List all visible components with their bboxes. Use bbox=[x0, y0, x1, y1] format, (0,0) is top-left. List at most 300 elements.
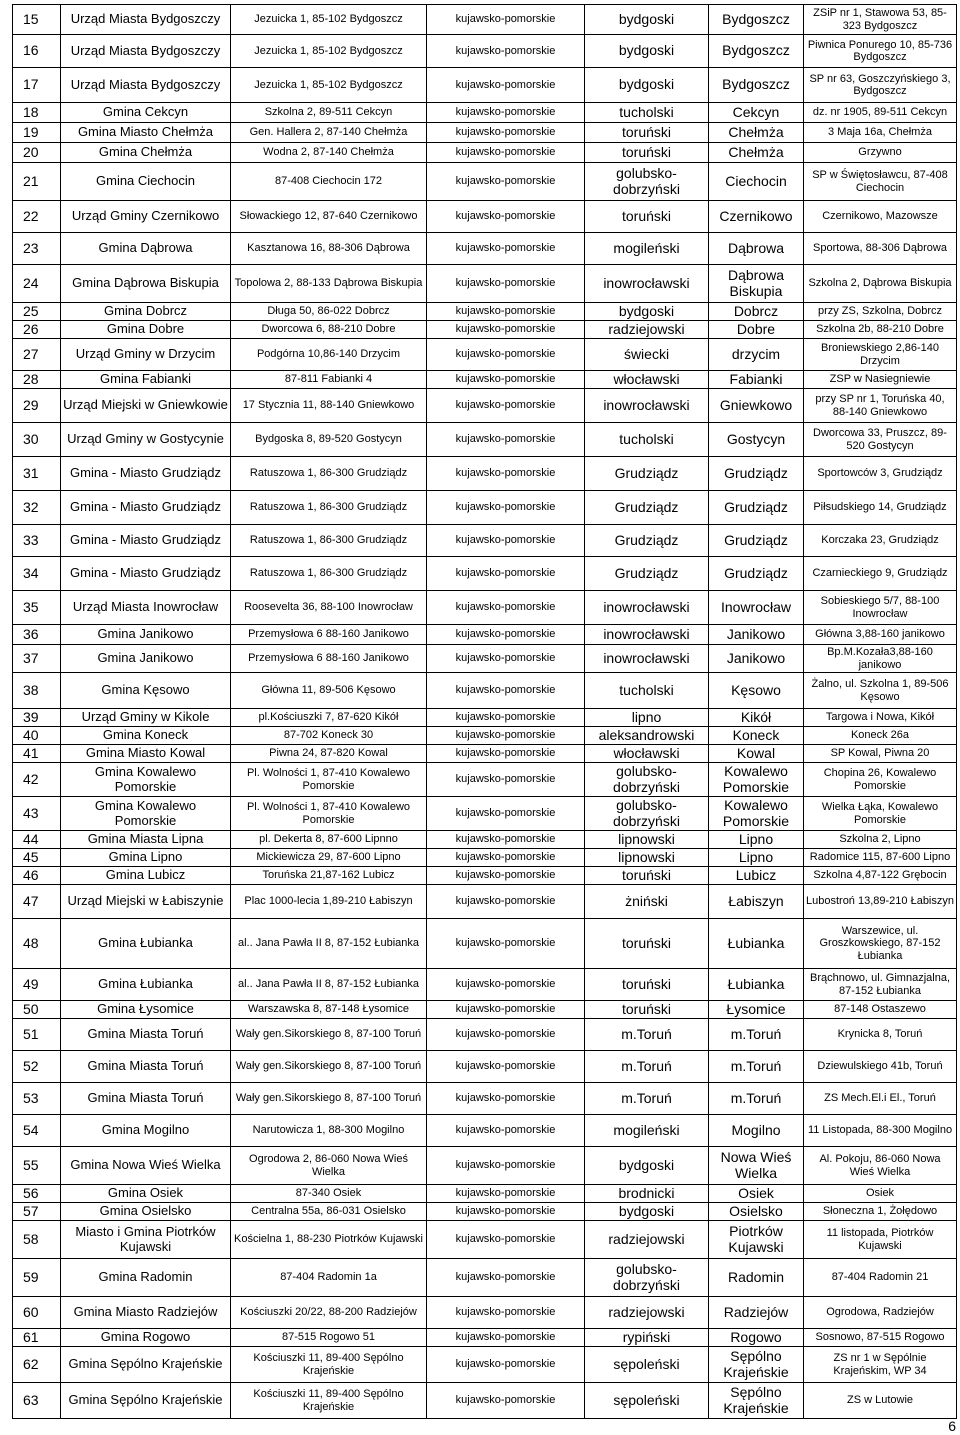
voivodeship-cell: kujawsko-pomorskie bbox=[427, 645, 585, 673]
row-number-cell: 52 bbox=[13, 1051, 61, 1083]
locality-cell: Chełmża bbox=[709, 143, 804, 163]
row-number-cell: 58 bbox=[13, 1221, 61, 1259]
county-cell: bydgoski bbox=[585, 1147, 709, 1185]
municipality-name-cell: Gmina Miasta Toruń bbox=[61, 1019, 231, 1051]
office-address-cell: 87-408 Ciechocin 172 bbox=[231, 163, 427, 201]
site-location-cell: Broniewskiego 2,86-140 Drzycim bbox=[804, 339, 957, 371]
table-row bbox=[13, 525, 957, 557]
site-location-cell: przy ZS, Szkolna, Dobrcz bbox=[804, 303, 957, 321]
municipality-name-cell: Gmina Sępólno Krajeńskie bbox=[61, 1383, 231, 1419]
table-row bbox=[13, 919, 957, 969]
voivodeship-cell: kujawsko-pomorskie bbox=[427, 1051, 585, 1083]
row-number-cell: 16 bbox=[13, 35, 61, 68]
county-cell: mogileński bbox=[585, 233, 709, 265]
voivodeship-cell: kujawsko-pomorskie bbox=[427, 68, 585, 103]
site-location-cell: Ogrodowa, Radziejów bbox=[804, 1297, 957, 1329]
locality-cell: Grudziądz bbox=[709, 557, 804, 591]
table-row bbox=[13, 557, 957, 591]
county-cell: m.Toruń bbox=[585, 1051, 709, 1083]
voivodeship-cell: kujawsko-pomorskie bbox=[427, 1019, 585, 1051]
site-location-cell: Żalno, ul. Szkolna 1, 89-506 Kęsowo bbox=[804, 673, 957, 709]
voivodeship-cell: kujawsko-pomorskie bbox=[427, 123, 585, 143]
locality-cell: Rogowo bbox=[709, 1329, 804, 1347]
row-number-cell: 62 bbox=[13, 1347, 61, 1383]
office-address-cell: Kościuszki 11, 89-400 Sępólno Krajeńskie bbox=[231, 1383, 427, 1419]
locality-cell: Lubicz bbox=[709, 867, 804, 885]
row-number-cell: 24 bbox=[13, 265, 61, 303]
office-address-cell: Roosevelta 36, 88-100 Inowrocław bbox=[231, 591, 427, 625]
office-address-cell: Ratuszowa 1, 86-300 Grudziądz bbox=[231, 457, 427, 491]
row-number-cell: 18 bbox=[13, 103, 61, 123]
locality-cell: m.Toruń bbox=[709, 1083, 804, 1115]
municipality-name-cell: Gmina Lipno bbox=[61, 849, 231, 867]
county-cell: m.Toruń bbox=[585, 1019, 709, 1051]
row-number-cell: 63 bbox=[13, 1383, 61, 1419]
site-location-cell: SP w Świętosławcu, 87-408 Ciechocin bbox=[804, 163, 957, 201]
county-cell: Grudziądz bbox=[585, 557, 709, 591]
row-number-cell: 37 bbox=[13, 645, 61, 673]
locality-cell: Grudziądz bbox=[709, 491, 804, 525]
row-number-cell: 35 bbox=[13, 591, 61, 625]
voivodeship-cell: kujawsko-pomorskie bbox=[427, 201, 585, 233]
county-cell: bydgoski bbox=[585, 68, 709, 103]
site-location-cell: SP nr 63, Goszczyńskiego 3, Bydgoszcz bbox=[804, 68, 957, 103]
voivodeship-cell: kujawsko-pomorskie bbox=[427, 1383, 585, 1419]
row-number-cell: 23 bbox=[13, 233, 61, 265]
office-address-cell: Pl. Wolności 1, 87-410 Kowalewo Pomorskie bbox=[231, 763, 427, 797]
office-address-cell: Podgórna 10,86-140 Drzycim bbox=[231, 339, 427, 371]
office-address-cell: Ratuszowa 1, 86-300 Grudziądz bbox=[231, 491, 427, 525]
office-address-cell: Kasztanowa 16, 88-306 Dąbrowa bbox=[231, 233, 427, 265]
table-row bbox=[13, 68, 957, 103]
table-row bbox=[13, 321, 957, 339]
table-row bbox=[13, 673, 957, 709]
municipality-name-cell: Gmina Janikowo bbox=[61, 645, 231, 673]
office-address-cell: Bydgoska 8, 89-520 Gostycyn bbox=[231, 423, 427, 457]
municipality-name-cell: Urząd Miasta Bydgoszczy bbox=[61, 35, 231, 68]
county-cell: sępoleński bbox=[585, 1383, 709, 1419]
site-location-cell: 11 Listopada, 88-300 Mogilno bbox=[804, 1115, 957, 1147]
municipality-name-cell: Gmina Dobre bbox=[61, 321, 231, 339]
site-location-cell: przy SP nr 1, Toruńska 40, 88-140 Gniewkowo bbox=[804, 389, 957, 423]
locality-cell: Kowalewo Pomorskie bbox=[709, 763, 804, 797]
office-address-cell: Wały gen.Sikorskiego 8, 87-100 Toruń bbox=[231, 1051, 427, 1083]
table-row bbox=[13, 163, 957, 201]
row-number-cell: 48 bbox=[13, 919, 61, 969]
office-address-cell: 87-340 Osiek bbox=[231, 1185, 427, 1203]
site-location-cell: Al. Pokoju, 86-060 Nowa Wieś Wielka bbox=[804, 1147, 957, 1185]
voivodeship-cell: kujawsko-pomorskie bbox=[427, 371, 585, 389]
municipality-name-cell: Urząd Miasta Inowrocław bbox=[61, 591, 231, 625]
site-location-cell: Wielka Łąka, Kowalewo Pomorskie bbox=[804, 797, 957, 831]
row-number-cell: 20 bbox=[13, 143, 61, 163]
row-number-cell: 31 bbox=[13, 457, 61, 491]
municipality-name-cell: Urząd Gminy w Gostycynie bbox=[61, 423, 231, 457]
municipality-name-cell: Urząd Miasta Bydgoszczy bbox=[61, 68, 231, 103]
site-location-cell: Czarnieckiego 9, Grudziądz bbox=[804, 557, 957, 591]
voivodeship-cell: kujawsko-pomorskie bbox=[427, 233, 585, 265]
office-address-cell: Ratuszowa 1, 86-300 Grudziądz bbox=[231, 525, 427, 557]
locality-cell: Inowrocław bbox=[709, 591, 804, 625]
municipality-name-cell: Gmina Miasto Chełmża bbox=[61, 123, 231, 143]
voivodeship-cell: kujawsko-pomorskie bbox=[427, 591, 585, 625]
municipality-name-cell: Urząd Miejski w Gniewkowie bbox=[61, 389, 231, 423]
site-location-cell: Brąchnowo, ul. Gimnazjalna, 87-152 Łubianka bbox=[804, 969, 957, 1001]
table-row bbox=[13, 1297, 957, 1329]
site-location-cell: dz. nr 1905, 89-511 Cekcyn bbox=[804, 103, 957, 123]
municipality-name-cell: Gmina Miasta Lipna bbox=[61, 831, 231, 849]
page-number: 6 bbox=[948, 1418, 956, 1434]
municipality-name-cell: Urząd Miejski w Łabiszynie bbox=[61, 885, 231, 919]
locality-cell: Gniewkowo bbox=[709, 389, 804, 423]
office-address-cell: al.. Jana Pawła II 8, 87-152 Łubianka bbox=[231, 919, 427, 969]
voivodeship-cell: kujawsko-pomorskie bbox=[427, 557, 585, 591]
voivodeship-cell: kujawsko-pomorskie bbox=[427, 1329, 585, 1347]
row-number-cell: 32 bbox=[13, 491, 61, 525]
office-address-cell: Szkolna 2, 89-511 Cekcyn bbox=[231, 103, 427, 123]
municipality-name-cell: Gmina Lubicz bbox=[61, 867, 231, 885]
table-row bbox=[13, 1001, 957, 1019]
municipality-name-cell: Gmina Rogowo bbox=[61, 1329, 231, 1347]
county-cell: inowrocławski bbox=[585, 591, 709, 625]
county-cell: rypiński bbox=[585, 1329, 709, 1347]
municipality-name-cell: Gmina Miasto Kowal bbox=[61, 745, 231, 763]
voivodeship-cell: kujawsko-pomorskie bbox=[427, 1147, 585, 1185]
voivodeship-cell: kujawsko-pomorskie bbox=[427, 491, 585, 525]
row-number-cell: 19 bbox=[13, 123, 61, 143]
locality-cell: Grudziądz bbox=[709, 457, 804, 491]
table-row bbox=[13, 885, 957, 919]
municipality-name-cell: Gmina Cekcyn bbox=[61, 103, 231, 123]
office-address-cell: 17 Stycznia 11, 88-140 Gniewkowo bbox=[231, 389, 427, 423]
office-address-cell: Słowackiego 12, 87-640 Czernikowo bbox=[231, 201, 427, 233]
voivodeship-cell: kujawsko-pomorskie bbox=[427, 1221, 585, 1259]
municipality-name-cell: Gmina Ciechocin bbox=[61, 163, 231, 201]
locality-cell: Cekcyn bbox=[709, 103, 804, 123]
voivodeship-cell: kujawsko-pomorskie bbox=[427, 797, 585, 831]
table-row bbox=[13, 625, 957, 645]
voivodeship-cell: kujawsko-pomorskie bbox=[427, 745, 585, 763]
office-address-cell: Długa 50, 86-022 Dobrcz bbox=[231, 303, 427, 321]
site-location-cell: Warszewice, ul. Groszkowskiego, 87-152 Łubianka bbox=[804, 919, 957, 969]
locality-cell: Janikowo bbox=[709, 645, 804, 673]
locality-cell: Bydgoszcz bbox=[709, 35, 804, 68]
office-address-cell: Dworcowa 6, 88-210 Dobre bbox=[231, 321, 427, 339]
table-row bbox=[13, 1203, 957, 1221]
municipality-name-cell: Gmina - Miasto Grudziądz bbox=[61, 557, 231, 591]
locality-cell: Osielsko bbox=[709, 1203, 804, 1221]
office-address-cell: Przemysłowa 6 88-160 Janikowo bbox=[231, 645, 427, 673]
table-row bbox=[13, 591, 957, 625]
table-row bbox=[13, 727, 957, 745]
locality-cell: Bydgoszcz bbox=[709, 68, 804, 103]
municipality-name-cell: Gmina Dąbrowa bbox=[61, 233, 231, 265]
row-number-cell: 59 bbox=[13, 1259, 61, 1297]
county-cell: tucholski bbox=[585, 103, 709, 123]
locality-cell: Łysomice bbox=[709, 1001, 804, 1019]
voivodeship-cell: kujawsko-pomorskie bbox=[427, 1115, 585, 1147]
county-cell: toruński bbox=[585, 867, 709, 885]
locality-cell: Osiek bbox=[709, 1185, 804, 1203]
locality-cell: Chełmża bbox=[709, 123, 804, 143]
voivodeship-cell: kujawsko-pomorskie bbox=[427, 1083, 585, 1115]
table-body bbox=[13, 5, 957, 1419]
county-cell: lipnowski bbox=[585, 849, 709, 867]
voivodeship-cell: kujawsko-pomorskie bbox=[427, 885, 585, 919]
voivodeship-cell: kujawsko-pomorskie bbox=[427, 1001, 585, 1019]
office-address-cell: Centralna 55a, 86-031 Osielsko bbox=[231, 1203, 427, 1221]
row-number-cell: 55 bbox=[13, 1147, 61, 1185]
county-cell: Grudziądz bbox=[585, 525, 709, 557]
site-location-cell: Koneck 26a bbox=[804, 727, 957, 745]
table-row bbox=[13, 5, 957, 35]
voivodeship-cell: kujawsko-pomorskie bbox=[427, 265, 585, 303]
office-address-cell: pl.Kościuszki 7, 87-620 Kikół bbox=[231, 709, 427, 727]
locality-cell: Czernikowo bbox=[709, 201, 804, 233]
site-location-cell: Targowa i Nowa, Kikół bbox=[804, 709, 957, 727]
locality-cell: Gostycyn bbox=[709, 423, 804, 457]
table-row bbox=[13, 265, 957, 303]
office-address-cell: Jezuicka 1, 85-102 Bydgoszcz bbox=[231, 68, 427, 103]
voivodeship-cell: kujawsko-pomorskie bbox=[427, 673, 585, 709]
row-number-cell: 15 bbox=[13, 5, 61, 35]
site-location-cell: Sosnowo, 87-515 Rogowo bbox=[804, 1329, 957, 1347]
locality-cell: Nowa Wieś Wielka bbox=[709, 1147, 804, 1185]
row-number-cell: 26 bbox=[13, 321, 61, 339]
table-row bbox=[13, 201, 957, 233]
voivodeship-cell: kujawsko-pomorskie bbox=[427, 919, 585, 969]
municipality-name-cell: Urząd Gminy w Drzycim bbox=[61, 339, 231, 371]
row-number-cell: 28 bbox=[13, 371, 61, 389]
office-address-cell: Piwna 24, 87-820 Kowal bbox=[231, 745, 427, 763]
locality-cell: Fabianki bbox=[709, 371, 804, 389]
site-location-cell: Korczaka 23, Grudziądz bbox=[804, 525, 957, 557]
county-cell: bydgoski bbox=[585, 35, 709, 68]
county-cell: żniński bbox=[585, 885, 709, 919]
county-cell: toruński bbox=[585, 969, 709, 1001]
site-location-cell: ZS w Lutowie bbox=[804, 1383, 957, 1419]
municipality-name-cell: Gmina Chełmża bbox=[61, 143, 231, 163]
municipality-name-cell: Gmina Miasta Toruń bbox=[61, 1083, 231, 1115]
table-row bbox=[13, 339, 957, 371]
office-address-cell: pl. Dekerta 8, 87-600 Lipnno bbox=[231, 831, 427, 849]
municipality-name-cell: Gmina Sępólno Krajeńskie bbox=[61, 1347, 231, 1383]
row-number-cell: 45 bbox=[13, 849, 61, 867]
site-location-cell: ZS Mech.El.i El., Toruń bbox=[804, 1083, 957, 1115]
row-number-cell: 21 bbox=[13, 163, 61, 201]
county-cell: toruński bbox=[585, 1001, 709, 1019]
row-number-cell: 38 bbox=[13, 673, 61, 709]
municipality-name-cell: Gmina Miasta Toruń bbox=[61, 1051, 231, 1083]
site-location-cell: ZSiP nr 1, Stawowa 53, 85-323 Bydgoszcz bbox=[804, 5, 957, 35]
row-number-cell: 41 bbox=[13, 745, 61, 763]
office-address-cell: 87-702 Koneck 30 bbox=[231, 727, 427, 745]
office-address-cell: Wały gen.Sikorskiego 8, 87-100 Toruń bbox=[231, 1083, 427, 1115]
row-number-cell: 47 bbox=[13, 885, 61, 919]
row-number-cell: 29 bbox=[13, 389, 61, 423]
office-address-cell: Przemysłowa 6 88-160 Janikowo bbox=[231, 625, 427, 645]
municipality-name-cell: Gmina - Miasto Grudziądz bbox=[61, 525, 231, 557]
office-address-cell: Wały gen.Sikorskiego 8, 87-100 Toruń bbox=[231, 1019, 427, 1051]
county-cell: inowrocławski bbox=[585, 389, 709, 423]
site-location-cell: ZS nr 1 w Sępólnie Krajeńskim, WP 34 bbox=[804, 1347, 957, 1383]
locality-cell: m.Toruń bbox=[709, 1019, 804, 1051]
voivodeship-cell: kujawsko-pomorskie bbox=[427, 763, 585, 797]
municipality-name-cell: Gmina Osielsko bbox=[61, 1203, 231, 1221]
row-number-cell: 44 bbox=[13, 831, 61, 849]
office-address-cell: Kościuszki 20/22, 88-200 Radziejów bbox=[231, 1297, 427, 1329]
municipality-name-cell: Gmina Łubianka bbox=[61, 969, 231, 1001]
table-row bbox=[13, 645, 957, 673]
row-number-cell: 56 bbox=[13, 1185, 61, 1203]
locality-cell: Łubianka bbox=[709, 969, 804, 1001]
site-location-cell: Szkolna 4,87-122 Grębocin bbox=[804, 867, 957, 885]
site-location-cell: Lubostroń 13,89-210 Łabiszyn bbox=[804, 885, 957, 919]
locality-cell: Janikowo bbox=[709, 625, 804, 645]
voivodeship-cell: kujawsko-pomorskie bbox=[427, 1347, 585, 1383]
voivodeship-cell: kujawsko-pomorskie bbox=[427, 339, 585, 371]
office-address-cell: Topolowa 2, 88-133 Dąbrowa Biskupia bbox=[231, 265, 427, 303]
locality-cell: Sępólno Krajeńskie bbox=[709, 1347, 804, 1383]
voivodeship-cell: kujawsko-pomorskie bbox=[427, 525, 585, 557]
row-number-cell: 17 bbox=[13, 68, 61, 103]
voivodeship-cell: kujawsko-pomorskie bbox=[427, 303, 585, 321]
site-location-cell: Osiek bbox=[804, 1185, 957, 1203]
table-row bbox=[13, 35, 957, 68]
office-address-cell: Ogrodowa 2, 86-060 Nowa Wieś Wielka bbox=[231, 1147, 427, 1185]
county-cell: toruński bbox=[585, 123, 709, 143]
voivodeship-cell: kujawsko-pomorskie bbox=[427, 35, 585, 68]
voivodeship-cell: kujawsko-pomorskie bbox=[427, 5, 585, 35]
table-row bbox=[13, 831, 957, 849]
county-cell: lipnowski bbox=[585, 831, 709, 849]
table-row bbox=[13, 143, 957, 163]
voivodeship-cell: kujawsko-pomorskie bbox=[427, 831, 585, 849]
locality-cell: Łubianka bbox=[709, 919, 804, 969]
voivodeship-cell: kujawsko-pomorskie bbox=[427, 1203, 585, 1221]
locality-cell: Łabiszyn bbox=[709, 885, 804, 919]
municipality-name-cell: Gmina - Miasto Grudziądz bbox=[61, 457, 231, 491]
table-row bbox=[13, 371, 957, 389]
row-number-cell: 53 bbox=[13, 1083, 61, 1115]
table-row bbox=[13, 389, 957, 423]
municipality-name-cell: Miasto i Gmina Piotrków Kujawski bbox=[61, 1221, 231, 1259]
site-location-cell: ZSP w Nasiegniewie bbox=[804, 371, 957, 389]
site-location-cell: Chopina 26, Kowalewo Pomorskie bbox=[804, 763, 957, 797]
site-location-cell: Słoneczna 1, Żołędowo bbox=[804, 1203, 957, 1221]
county-cell: aleksandrowski bbox=[585, 727, 709, 745]
row-number-cell: 49 bbox=[13, 969, 61, 1001]
site-location-cell: Główna 3,88-160 janikowo bbox=[804, 625, 957, 645]
table-row bbox=[13, 1221, 957, 1259]
site-location-cell: SP Kowal, Piwna 20 bbox=[804, 745, 957, 763]
row-number-cell: 50 bbox=[13, 1001, 61, 1019]
office-address-cell: 87-811 Fabianki 4 bbox=[231, 371, 427, 389]
county-cell: golubsko-dobrzyński bbox=[585, 763, 709, 797]
table-row bbox=[13, 303, 957, 321]
municipality-name-cell: Gmina Dobrcz bbox=[61, 303, 231, 321]
site-location-cell: Sobieskiego 5/7, 88-100 Inowrocław bbox=[804, 591, 957, 625]
locality-cell: Grudziądz bbox=[709, 525, 804, 557]
municipality-name-cell: Gmina Łysomice bbox=[61, 1001, 231, 1019]
voivodeship-cell: kujawsko-pomorskie bbox=[427, 457, 585, 491]
locality-cell: Dobre bbox=[709, 321, 804, 339]
voivodeship-cell: kujawsko-pomorskie bbox=[427, 867, 585, 885]
office-address-cell: Toruńska 21,87-162 Lubicz bbox=[231, 867, 427, 885]
county-cell: bydgoski bbox=[585, 5, 709, 35]
county-cell: Grudziądz bbox=[585, 457, 709, 491]
site-location-cell: Piwnica Ponurego 10, 85-736 Bydgoszcz bbox=[804, 35, 957, 68]
table-row bbox=[13, 849, 957, 867]
table-row bbox=[13, 103, 957, 123]
locality-cell: Dąbrowa Biskupia bbox=[709, 265, 804, 303]
voivodeship-cell: kujawsko-pomorskie bbox=[427, 143, 585, 163]
office-address-cell: 87-515 Rogowo 51 bbox=[231, 1329, 427, 1347]
site-location-cell: Dworcowa 33, Pruszcz, 89-520 Gostycyn bbox=[804, 423, 957, 457]
municipality-name-cell: Gmina Fabianki bbox=[61, 371, 231, 389]
county-cell: bydgoski bbox=[585, 303, 709, 321]
voivodeship-cell: kujawsko-pomorskie bbox=[427, 849, 585, 867]
municipality-name-cell: Urząd Miasta Bydgoszczy bbox=[61, 5, 231, 35]
office-address-cell: Kościelna 1, 88-230 Piotrków Kujawski bbox=[231, 1221, 427, 1259]
county-cell: mogileński bbox=[585, 1115, 709, 1147]
site-location-cell: Grzywno bbox=[804, 143, 957, 163]
site-location-cell: Bp.M.Kozała3,88-160 janikowo bbox=[804, 645, 957, 673]
row-number-cell: 25 bbox=[13, 303, 61, 321]
row-number-cell: 60 bbox=[13, 1297, 61, 1329]
site-location-cell: Sportowa, 88-306 Dąbrowa bbox=[804, 233, 957, 265]
site-location-cell: 11 listopada, Piotrków Kujawski bbox=[804, 1221, 957, 1259]
locality-cell: Bydgoszcz bbox=[709, 5, 804, 35]
county-cell: włocławski bbox=[585, 745, 709, 763]
row-number-cell: 51 bbox=[13, 1019, 61, 1051]
county-cell: radziejowski bbox=[585, 1221, 709, 1259]
locality-cell: Kikół bbox=[709, 709, 804, 727]
voivodeship-cell: kujawsko-pomorskie bbox=[427, 163, 585, 201]
municipality-name-cell: Gmina Kowalewo Pomorskie bbox=[61, 797, 231, 831]
voivodeship-cell: kujawsko-pomorskie bbox=[427, 625, 585, 645]
municipality-name-cell: Urząd Gminy Czernikowo bbox=[61, 201, 231, 233]
voivodeship-cell: kujawsko-pomorskie bbox=[427, 709, 585, 727]
site-location-cell: 87-404 Radomin 21 bbox=[804, 1259, 957, 1297]
site-location-cell: 87-148 Ostaszewo bbox=[804, 1001, 957, 1019]
table-row bbox=[13, 1329, 957, 1347]
municipality-name-cell: Gmina Łubianka bbox=[61, 919, 231, 969]
voivodeship-cell: kujawsko-pomorskie bbox=[427, 1185, 585, 1203]
municipality-name-cell: Gmina Kowalewo Pomorskie bbox=[61, 763, 231, 797]
voivodeship-cell: kujawsko-pomorskie bbox=[427, 1297, 585, 1329]
site-location-cell: Szkolna 2b, 88-210 Dobre bbox=[804, 321, 957, 339]
locality-cell: Piotrków Kujawski bbox=[709, 1221, 804, 1259]
table-row bbox=[13, 745, 957, 763]
table-row bbox=[13, 491, 957, 525]
office-address-cell: al.. Jana Pawła II 8, 87-152 Łubianka bbox=[231, 969, 427, 1001]
office-address-cell: Warszawska 8, 87-148 Łysomice bbox=[231, 1001, 427, 1019]
table-row bbox=[13, 123, 957, 143]
voivodeship-cell: kujawsko-pomorskie bbox=[427, 389, 585, 423]
county-cell: sępoleński bbox=[585, 1347, 709, 1383]
row-number-cell: 40 bbox=[13, 727, 61, 745]
row-number-cell: 34 bbox=[13, 557, 61, 591]
county-cell: Grudziądz bbox=[585, 491, 709, 525]
municipality-name-cell: Gmina Janikowo bbox=[61, 625, 231, 645]
table-row bbox=[13, 1051, 957, 1083]
row-number-cell: 43 bbox=[13, 797, 61, 831]
municipality-name-cell: Gmina Dąbrowa Biskupia bbox=[61, 265, 231, 303]
site-location-cell: 3 Maja 16a, Chełmża bbox=[804, 123, 957, 143]
county-cell: bydgoski bbox=[585, 1203, 709, 1221]
locality-cell: Dobrcz bbox=[709, 303, 804, 321]
